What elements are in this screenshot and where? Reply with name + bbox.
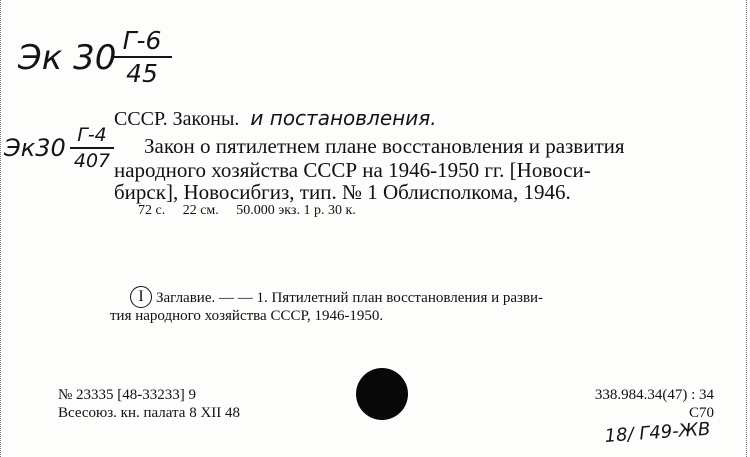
heading-printed: СССР. Законы. [114,108,240,130]
body-line-3: бирск], Новосибгиз, тип. № 1 Облисполкома, 1946. [114,180,571,204]
fraction-bar [70,147,114,149]
physical-description: 72 с. 22 см. 50.000 экз. 1 р. 30 к. [138,203,356,218]
heading-handwritten: и постановления. [250,106,437,130]
card-right-edge [744,0,747,457]
cutter-number: С70 [688,405,714,421]
shelfmark-left-denominator: 407 [73,150,111,172]
shelfmark-left-fraction [70,124,114,172]
classification-number: 338.984.34(47) : 34 [594,387,714,403]
shelfmark-top-prefix: Эк 30 [18,38,117,78]
ink-blot [356,368,408,420]
tracing-line-1 [130,286,543,308]
tracing-marker: I [130,286,152,308]
shelfmark-top-numerator: Г-6 [122,26,162,55]
body-line-2: народного хозяйства СССР на 1946-1950 гг. [Новоси- [114,158,591,182]
shelfmark-top-fraction [112,26,172,88]
shelfmark-left [4,134,66,162]
card-left-edge [0,0,4,457]
tracing-text-1: Заглавие. — — 1. Пятилетний план восстановления и разви- [156,290,544,306]
handwritten-note: 18/ Г49-ЖВ [604,418,712,447]
fraction-bar [112,56,172,58]
shelfmark-top-denominator: 45 [126,59,158,88]
shelfmark-left-prefix: Эк30 [4,134,66,162]
chamber-note: Всесоюз. кн. палата 8 XII 48 [58,405,241,421]
record-number: № 23335 [48-33233] 9 [58,387,197,403]
shelfmark-top [18,38,116,78]
tracing-line-2: тия народного хозяйства СССР, 1946-1950. [110,308,384,324]
heading [114,106,437,131]
body-line-1: Закон о пятилетнем плане восстановления и развития [144,134,625,158]
shelfmark-left-numerator: Г-4 [77,124,107,146]
